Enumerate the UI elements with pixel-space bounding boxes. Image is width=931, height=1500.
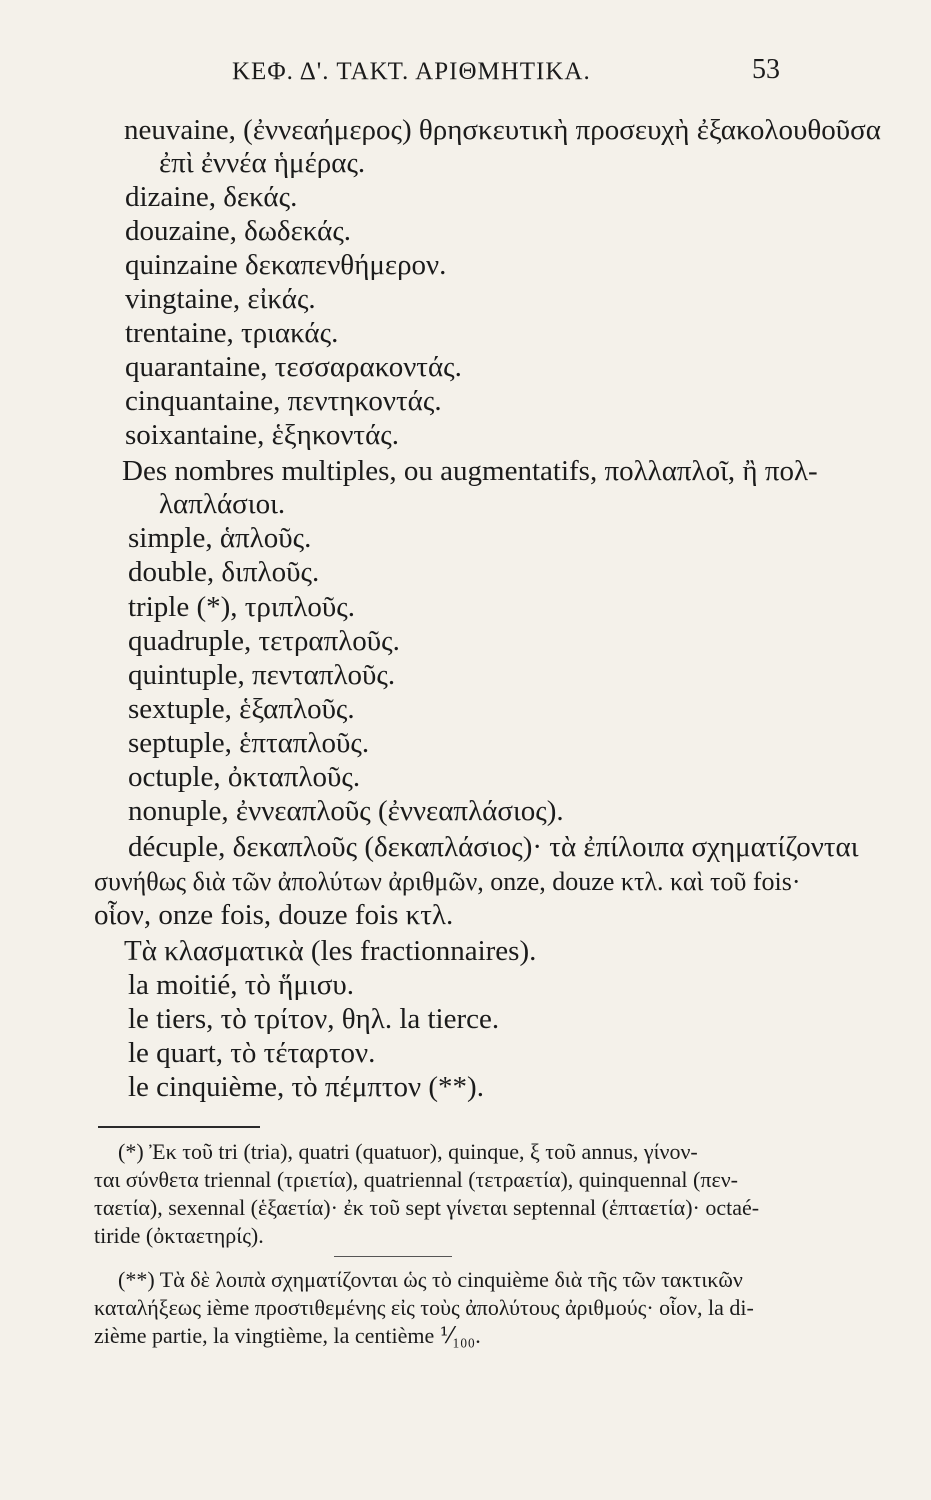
text-line: dizaine, δεκάς. [125, 181, 298, 213]
text-line: soixantaine, ἑξηκοντάς. [125, 419, 400, 451]
footnote-divider [334, 1256, 452, 1257]
text-line: le quart, τὸ τέταρτον. [128, 1037, 376, 1069]
text-line: triple (*), τριπλοῦς. [128, 591, 355, 623]
text-line: la moitié, τὸ ἥμισυ. [128, 969, 354, 1001]
footnote-line: (**) Τὰ δὲ λοιπὰ σχηματίζονται ὡς τὸ cinquième διὰ τῆς τῶν τακτικῶν [118, 1267, 743, 1292]
footnote-line: ταετία), sexennal (ἑξαετία)· ἐκ τοῦ sept γίνεται septennal (ἑπταετία)· octaé- [94, 1195, 760, 1220]
text-line: Τὰ κλασματικὰ (les fractionnaires). [124, 935, 537, 967]
text-line: nonuple, ἐννεαπλοῦς (ἐννεαπλάσιος). [128, 795, 564, 827]
footnote-line: zième partie, la vingtième, la centième ⅟₁₀₀. [94, 1323, 481, 1348]
text-line: double, διπλοῦς. [128, 556, 320, 588]
text-line: décuple, δεκαπλοῦς (δεκαπλάσιος)· τὰ ἐπίλοιπα σχηματίζονται [128, 831, 859, 863]
text-line: quadruple, τετραπλοῦς. [128, 625, 400, 657]
page-number: 53 [752, 54, 780, 85]
text-line: octuple, ὀκταπλοῦς. [128, 761, 361, 793]
text-line: septuple, ἑπταπλοῦς. [128, 727, 370, 759]
text-line: οἷον, onze fois, douze fois κτλ. [94, 899, 454, 931]
text-line: trentaine, τριακάς. [125, 317, 339, 349]
text-line: quintuple, πενταπλοῦς. [128, 659, 396, 691]
text-line: douzaine, δωδεκάς. [125, 215, 352, 247]
footnote-line: καταλήξεως ième προστιθεμένης εἰς τοὺς ἀπολύτους ἀριθμούς· οἷον, la di- [94, 1295, 754, 1320]
text-line: sextuple, ἑξαπλοῦς. [128, 693, 355, 725]
running-head: ΚΕΦ. Δ'. ΤΑΚΤ. ΑΡΙΘΜΗΤΙΚΑ. [232, 58, 591, 85]
footnote-line: (*) Ἐκ τοῦ tri (tria), quatri (quatuor), quinque, ξ τοῦ annus, γίνον- [118, 1139, 698, 1164]
page-header [0, 54, 931, 98]
text-line: le tiers, τὸ τρίτον, θηλ. la tierce. [128, 1003, 500, 1035]
text-line: quarantaine, τεσσαρακοντάς. [125, 351, 462, 383]
footnote-line: tiride (ὀκταετηρίς). [94, 1223, 264, 1248]
text-line: neuvaine, (ἐννεαήμερος) θρησκευτικὴ προσευχὴ ἐξακολουθοῦσα [124, 114, 881, 146]
text-line: Des nombres multiples, ou augmentatifs, πολλαπλοῖ, ἢ πολ- [122, 455, 818, 487]
text-line: συνήθως διὰ τῶν ἀπολύτων ἀριθμῶν, onze, douze κτλ. καὶ τοῦ fois· [94, 867, 801, 896]
text-line: ἐπὶ ἐννέα ἡμέρας. [159, 147, 366, 179]
text-line: cinquantaine, πεντηκοντάς. [125, 385, 442, 417]
text-line: λαπλάσιοι. [159, 488, 286, 520]
text-line: le cinquième, τὸ πέμπτον (**). [128, 1071, 484, 1103]
text-line: simple, ἁπλοῦς. [128, 522, 312, 554]
text-line: quinzaine δεκαπενθήμερον. [125, 249, 447, 281]
footnote-line: ται σύνθετα triennal (τριετία), quatriennal (τετραετία), quinquennal (πεν- [94, 1167, 738, 1192]
footnote-separator [98, 1126, 260, 1128]
text-line: vingtaine, εἰκάς. [125, 283, 316, 315]
